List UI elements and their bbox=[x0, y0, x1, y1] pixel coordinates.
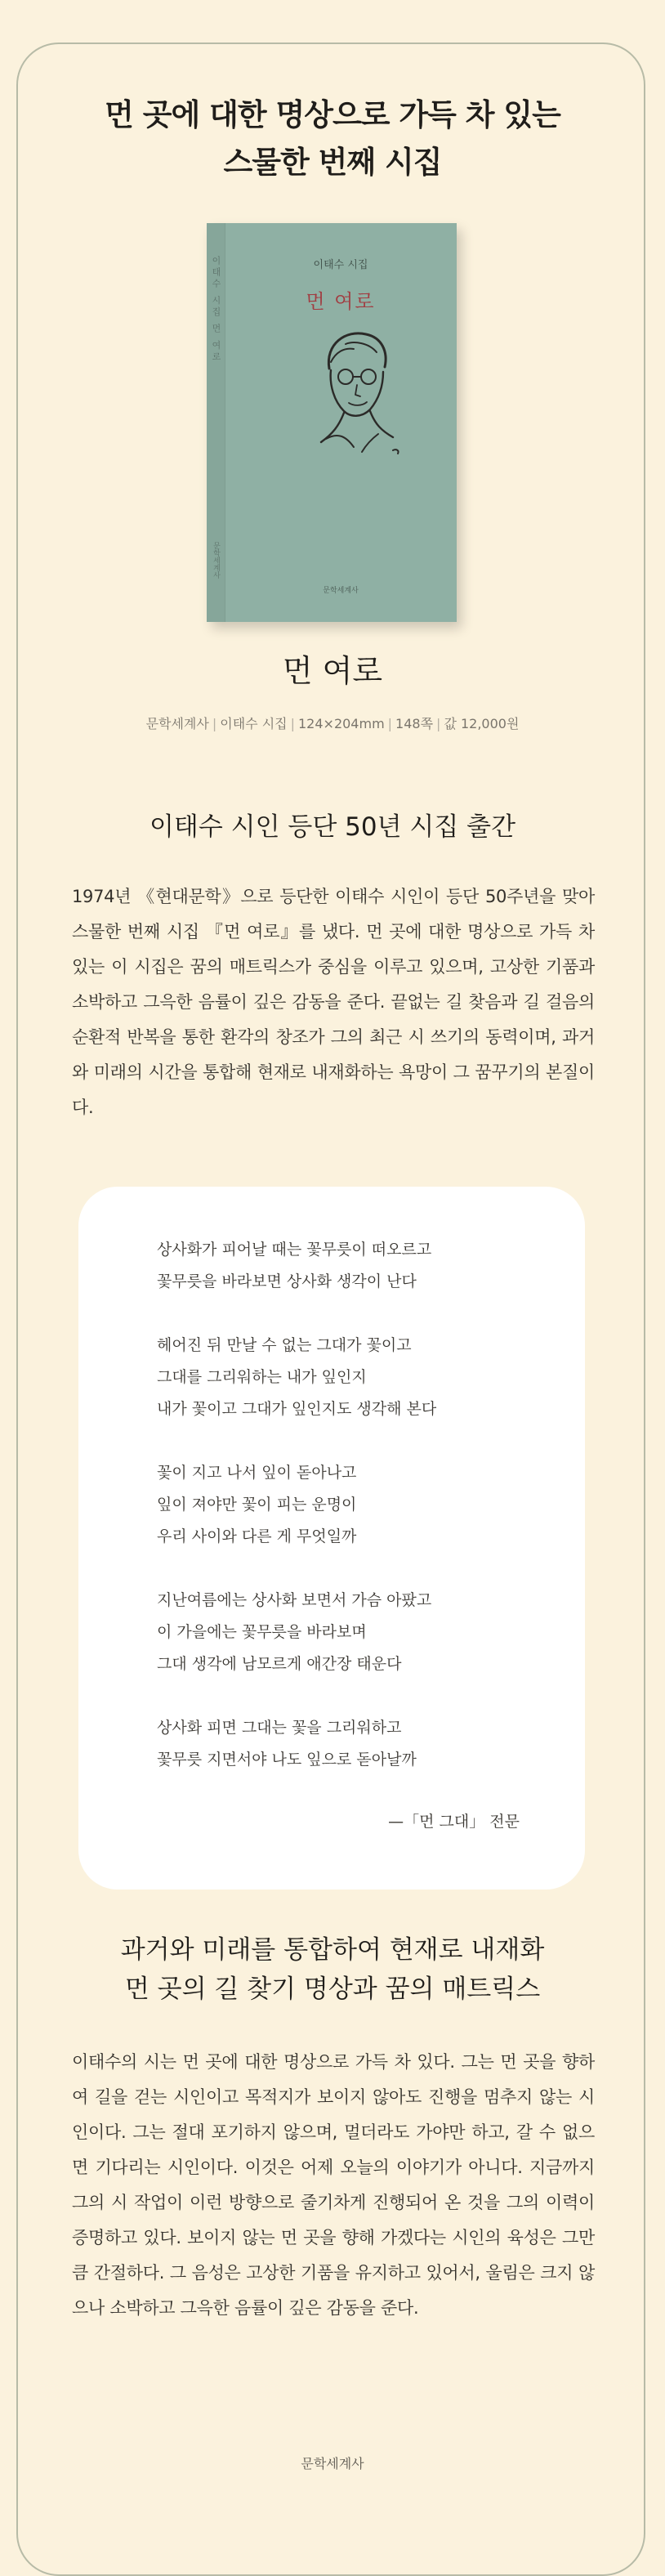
poem bbox=[157, 1234, 516, 1808]
spine-publisher: 문학세계사 bbox=[212, 542, 220, 579]
poem-stanza bbox=[157, 1457, 516, 1553]
meta-separator: | bbox=[436, 716, 441, 731]
footer-publisher: 문학세계사 bbox=[301, 2456, 364, 2471]
poem-stanza bbox=[157, 1585, 516, 1680]
poem-line: 지난여름에는 상사화 보면서 가슴 아팠고 bbox=[157, 1591, 432, 1609]
poem-line: 꽃무릇을 바라보면 상사화 생각이 난다 bbox=[157, 1272, 417, 1290]
book-cover bbox=[207, 223, 457, 622]
book-cover-image bbox=[207, 223, 457, 622]
meta-separator: | bbox=[290, 716, 295, 731]
book-spine bbox=[207, 223, 225, 622]
poem-line: 상사화가 피어날 때는 꽃무릇이 떠오르고 bbox=[157, 1241, 432, 1259]
poem-line: 그대 생각에 남모르게 애간장 태운다 bbox=[157, 1655, 402, 1673]
poem-stanza bbox=[157, 1330, 516, 1425]
poem-stanza bbox=[157, 1712, 516, 1776]
poem-line: 이 가을에는 꽃무릇을 바라보며 bbox=[157, 1623, 367, 1641]
book-title: 먼 여로 bbox=[282, 653, 383, 689]
poem-line: 그대를 그리워하는 내가 잎인지 bbox=[157, 1368, 367, 1386]
cover-publisher: 문학세계사 bbox=[323, 587, 359, 595]
spine-title: 이태수 시집 먼 여로 bbox=[211, 256, 221, 364]
meta-separator: | bbox=[387, 716, 393, 731]
author-portrait-sketch bbox=[297, 320, 411, 467]
section-2-title bbox=[0, 1930, 665, 2009]
headline-line-2: 스물한 번째 시집 bbox=[223, 145, 442, 180]
poem-line: 잎이 져야만 꽃이 피는 운명이 bbox=[157, 1496, 357, 1514]
poem-card bbox=[78, 1187, 585, 1890]
meta-size: 124×204mm bbox=[298, 716, 385, 731]
poem-line: 꽃이 지고 나서 잎이 돋아나고 bbox=[157, 1464, 357, 1482]
poem-source: —「먼 그대」 전문 bbox=[388, 1813, 520, 1831]
section-1-title bbox=[0, 807, 665, 847]
section-2-body: 이태수의 시는 먼 곳에 대한 명상으로 가득 차 있다. 그는 먼 곳을 향하여 길을 걷는 시인이고 목적지가 보이지 않아도 진행을 멈추지 않는 시인이다. 그는 절대 포기하지 않으며, 멀더라도 가야만 하고, 갈 수 없으면 기다리는 시인이다. 이것은 어제 오늘의 이야기가 아니다. 지금까지 그의 시 작업이 이런 방향으로 줄기차게 진행되어 온 것을 그의 이력이 증명하고 있다. 보이지 않는 먼 곳을 향해 가겠다는 시인의 육성은 그만큼 간절하다. 그 음성은 고상한 기품을 유지하고 있어서, 울림은 크지 않으나 소박하고 그윽한 음률이 깊은 감동을 준다. bbox=[72, 2052, 595, 2318]
cover-author-line: 이태수 시집 bbox=[313, 259, 368, 271]
section-1-title-text: 이태수 시인 등단 50년 시집 출간 bbox=[149, 812, 516, 842]
meta-series: 이태수 시집 bbox=[220, 716, 288, 731]
poem-line: 내가 꽃이고 그대가 잎인지도 생각해 본다 bbox=[157, 1400, 437, 1418]
section-2-title-line-2: 먼 곳의 길 찾기 명상과 꿈의 매트릭스 bbox=[124, 1974, 541, 2004]
meta-publisher: 문학세계사 bbox=[145, 716, 209, 731]
meta-price: 값 12,000원 bbox=[444, 716, 520, 731]
poem-line: 상사화 피면 그대는 꽃을 그리워하고 bbox=[157, 1719, 402, 1737]
headline-line-1: 먼 곳에 대한 명상으로 가득 차 있는 bbox=[105, 97, 560, 132]
meta-separator: | bbox=[212, 716, 217, 731]
headline bbox=[0, 92, 665, 186]
cover-title: 먼 여로 bbox=[306, 290, 376, 313]
meta-pages: 148쪽 bbox=[395, 716, 434, 731]
section-2-title-line-1: 과거와 미래를 통합하여 현재로 내재화 bbox=[120, 1935, 545, 1965]
book-meta bbox=[0, 713, 665, 732]
poem-line: 우리 사이와 다른 게 무엇일까 bbox=[157, 1527, 357, 1545]
poem-line: 꽃무릇 지면서야 나도 잎으로 돋아날까 bbox=[157, 1751, 417, 1769]
section-1-body: 1974년 《현대문학》으로 등단한 이태수 시인이 등단 50주년을 맞아 스물한 번째 시집 『먼 여로』를 냈다. 먼 곳에 대한 명상으로 가득 차 있는 이 시집은 꿈의 매트릭스가 중심을 이루고 있으며, 고상한 기품과 소박하고 그윽한 음률이 깊은 감동을 준다. 끝없는 길 찾음과 길 걸음의 순환적 반복을 통한 환각의 창조가 그의 최근 시 쓰기의 동력이며, 과거와 미래의 시간을 통합해 현재로 내재화하는 욕망이 그 꿈꾸기의 본질이다. bbox=[72, 887, 595, 1117]
poem-line: 헤어진 뒤 만날 수 없는 그대가 꽃이고 bbox=[157, 1336, 412, 1354]
poem-stanza bbox=[157, 1234, 516, 1298]
